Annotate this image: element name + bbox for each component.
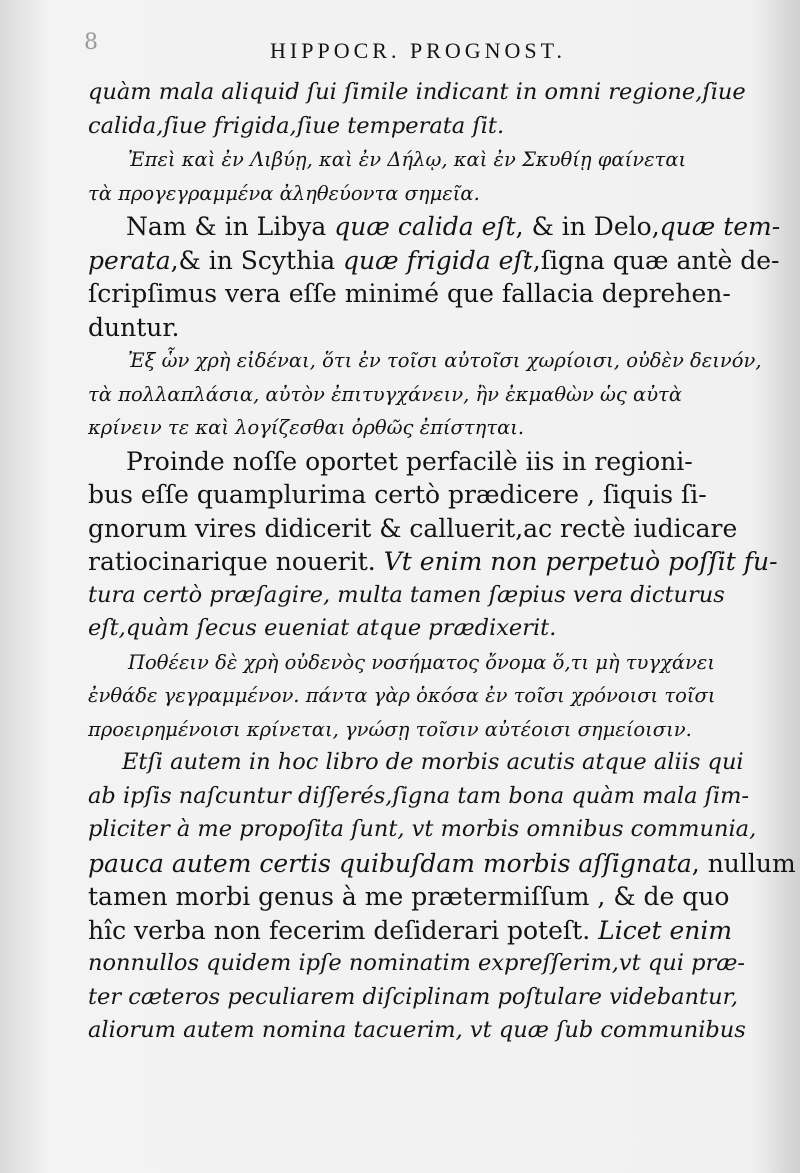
page-folio: 8 bbox=[84, 30, 98, 55]
text-line: Ἐξ ὧν χρὴ εἰδέναι, ὅτι ἐν τοῖσι αὐτοῖσι χωρίοισι, οὐδὲν δεινόν, bbox=[128, 349, 762, 372]
text-line: tamen morbi genus à me prætermiſſum , & de quo bbox=[88, 882, 730, 911]
italic-run: Licet enim bbox=[598, 915, 733, 945]
text-line: nonnullos quidem ipſe nominatim expreſſerim,vt qui præ- bbox=[88, 950, 745, 976]
text-line bbox=[88, 847, 796, 881]
text-line: κρίνειν τε καὶ λογίζεσθαι ὀρθῶς ἐπίστηται. bbox=[88, 416, 525, 439]
italic-run: quæ tem- bbox=[659, 212, 781, 241]
roman-run: ,ſigna quæ antè de- bbox=[532, 245, 780, 275]
text-body bbox=[88, 76, 796, 1048]
text-line: Ἐπεὶ καὶ ἐν Λιβύῃ, καὶ ἐν Δήλῳ, καὶ ἐν Σκυθίῃ φαίνεται bbox=[128, 148, 687, 171]
roman-run: ,& in Scythia bbox=[170, 245, 344, 275]
roman-run: , nullum bbox=[691, 848, 796, 878]
text-line: calida,ſiue frigida,ſiue temperata ſit. bbox=[88, 112, 505, 139]
text-line: ἐνθάδε γεγραμμένον. πάντα γὰρ ὁκόσα ἐν τοῖσι χρόνοισι τοῖσι bbox=[88, 684, 716, 707]
italic-run: quæ frigida eſt bbox=[343, 245, 533, 275]
italic-run: pauca autem certis quibuſdam morbis aſſignata bbox=[88, 848, 692, 878]
text-line: quàm mala aliquid ſui ſimile indicant in omni regione,ſiue bbox=[88, 79, 746, 105]
text-line: ab ipſis naſcuntur diſſerés,ſigna tam bona quàm mala ſim- bbox=[88, 782, 750, 809]
italic-run: Vt enim non perpetuò poſſit fu- bbox=[383, 547, 778, 576]
italic-run: quæ calida eſt bbox=[334, 212, 516, 241]
text-line bbox=[88, 244, 780, 278]
text-line: bus eſſe quamplurima certò prædicere , ſiquis ſi- bbox=[88, 480, 707, 509]
text-line: tura certò præſagire, multa tamen ſæpius vera dicturus bbox=[88, 581, 725, 608]
text-line: pliciter à me propoſita ſunt, vt morbis omnibus communia, bbox=[88, 816, 757, 842]
roman-run: ratiocinarique nouerit. bbox=[88, 547, 384, 576]
text-line: duntur. bbox=[88, 312, 180, 342]
roman-run: Nam & in Libya bbox=[126, 212, 335, 241]
text-line: Etſi autem in hoc libro de morbis acutis atque aliis qui bbox=[122, 749, 744, 775]
text-line: τὰ πολλαπλάσια, αὐτὸν ἐπιτυγχάνειν, ἢν ἐκμαθὼν ὡς αὐτὰ bbox=[88, 382, 683, 406]
roman-run: hîc verba non fecerim deſiderari poteſt. bbox=[88, 915, 599, 945]
text-line: προειρημένοισι κρίνεται, γνώσῃ τοῖσιν αὐτέοισι σημείοισιν. bbox=[88, 717, 692, 741]
text-line bbox=[88, 210, 781, 244]
text-line: aliorum autem nomina tacuerim, vt quæ ſub communibus bbox=[88, 1017, 746, 1043]
text-line: Ποθέειν δὲ χρὴ οὐδενὸς νοσήματος ὄνομα ὅ,τι μὴ τυγχάνει bbox=[128, 650, 716, 674]
text-line bbox=[88, 914, 748, 948]
text-line: ter cæteros peculiarem diſciplinam poſtulare videbantur, bbox=[88, 983, 739, 1010]
running-head: HIPPOCR. PROGNOST. bbox=[270, 38, 566, 63]
text-line: ſcripſimus vera eſſe minimé que fallacia deprehen- bbox=[88, 279, 731, 308]
text-line: gnorum vires didicerit & calluerit,ac rectè iudicare bbox=[88, 513, 738, 543]
italic-run: perata bbox=[88, 245, 171, 275]
roman-run: , & in Delo, bbox=[515, 212, 660, 241]
text-line: eſt,quàm ſecus eueniat atque prædixerit. bbox=[88, 615, 557, 641]
text-line: τὰ προγεγραμμένα ἀληθεύοντα σημεῖα. bbox=[88, 181, 480, 205]
text-line: Proinde noſſe oportet perfacilè iis in regioni- bbox=[126, 446, 693, 476]
text-line bbox=[88, 545, 778, 579]
